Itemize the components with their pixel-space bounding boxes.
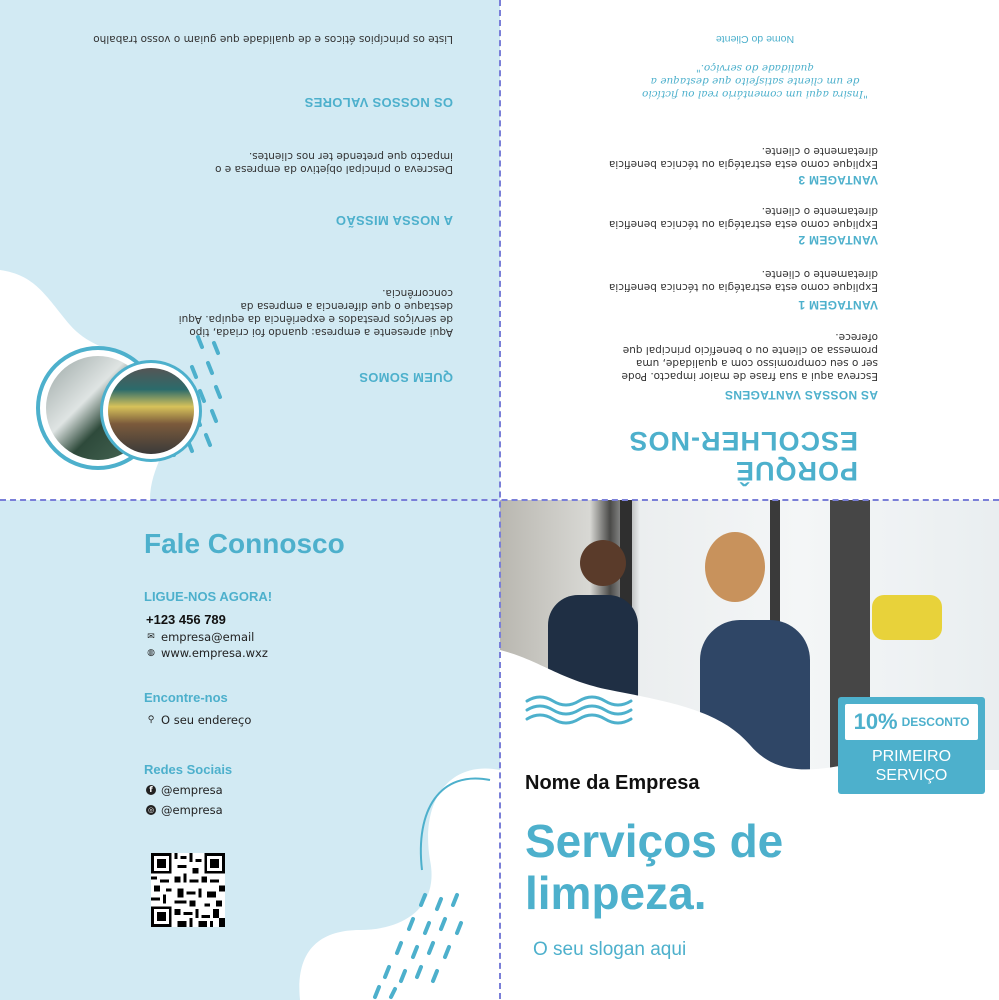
email-text: empresa@email xyxy=(161,630,255,644)
back-panel-left-content xyxy=(0,0,500,500)
advantages-intro-wrap xyxy=(606,330,878,382)
back-panel-right xyxy=(500,0,999,500)
testimonial-text: "Insira aqui um comentário real ou fictício de um cliente satisfeito que destaque a qualidade do serviço." xyxy=(642,62,868,100)
advantage-3-body-wrap xyxy=(598,144,878,170)
back-panel-left xyxy=(0,0,500,500)
discount-service xyxy=(838,747,985,785)
location-pin-icon: ⚲ xyxy=(147,715,155,725)
mail-icon: ✉ xyxy=(147,632,155,642)
advantage-2-title: VANTAGEM 2 xyxy=(798,233,878,247)
advantage-3-body: Explique como esta estratégia ou técnica beneficia diretamente o cliente. xyxy=(608,145,878,170)
instagram-text: @empresa xyxy=(161,803,223,817)
advantage-2-body-wrap xyxy=(598,204,878,230)
website-row xyxy=(146,646,268,660)
instagram-row xyxy=(146,803,223,817)
advantage-1-title-wrap xyxy=(598,298,878,312)
discount-line-1: PRIMEIRO xyxy=(871,748,952,765)
advantage-2-body: Explique como esta estratégia ou técnica beneficia diretamente o cliente. xyxy=(608,205,878,230)
cover-headline: Serviços de limpeza. xyxy=(525,815,784,919)
values-heading: OS NOSSOS VALORES xyxy=(304,95,453,110)
phone-number: +123 456 789 xyxy=(146,612,226,627)
back-panel-right-content xyxy=(500,0,999,500)
values-body: Liste os princípios éticos e de qualidade que guiam o vosso trabalho xyxy=(93,33,453,45)
advantage-2-title-wrap xyxy=(598,233,878,247)
advantage-3-title: VANTAGEM 3 xyxy=(798,173,878,187)
dash-pattern-bottom xyxy=(365,885,495,1000)
advantages-heading-wrap xyxy=(598,388,878,402)
social-heading: Redes Sociais xyxy=(144,762,233,777)
mission-body: Descreva o principal objetivo da empresa e o impacto que pretende ter nos clientes. xyxy=(215,150,453,175)
address-text: O seu endereço xyxy=(161,713,252,727)
mission-heading: A NOSSA MISSÃO xyxy=(335,213,453,228)
testimonial-author: Nome do Cliente xyxy=(715,33,795,45)
advantages-intro: Escreva aqui a sua frase de maior impacto. Pode ser o seu compromisso com a qualidade, uma promessa ao cliente ou o benefício principal que oferece. xyxy=(621,331,878,382)
website-text: www.empresa.wxz xyxy=(161,646,268,660)
advantage-3-title-wrap xyxy=(598,173,878,187)
company-name: Nome da Empresa xyxy=(525,772,700,794)
facebook-row xyxy=(146,783,223,797)
about-heading-wrap xyxy=(43,370,453,385)
about-section xyxy=(173,286,453,338)
discount-badge xyxy=(838,697,985,794)
discount-label: DESCONTO xyxy=(901,715,970,729)
mission-heading-wrap xyxy=(43,213,453,228)
about-heading: QUEM SOMOS xyxy=(358,370,453,385)
advantage-1-body-wrap xyxy=(598,267,878,293)
instagram-icon: ◎ xyxy=(147,806,155,814)
email-row xyxy=(146,630,254,644)
contact-panel xyxy=(0,500,500,1000)
call-heading: LIGUE-NOS AGORA! xyxy=(144,589,273,604)
qr-code-icon xyxy=(151,853,225,927)
cover-slogan: O seu slogan aqui xyxy=(533,939,687,960)
about-body: Aqui apresente a empresa: quando foi criada, tipo de serviços prestados e experiência da equipa. Aqui destaque o que diferencia a empresa da concorrência. xyxy=(178,287,453,338)
facebook-icon: f xyxy=(146,785,156,795)
advantage-1-body: Explique como esta estratégia ou técnica beneficia diretamente o cliente. xyxy=(608,268,878,293)
advantage-1-title: VANTAGEM 1 xyxy=(798,298,878,312)
advantages-heading: AS NOSSAS VANTAGENS xyxy=(724,388,878,402)
contact-title: Fale Connosco xyxy=(144,528,345,559)
values-section xyxy=(43,32,453,45)
discount-percent: 10% xyxy=(853,709,898,734)
find-heading: Encontre-nos xyxy=(144,690,228,705)
discount-line-2: SERVIÇO xyxy=(875,767,948,784)
mission-section xyxy=(173,149,453,175)
facebook-text: @empresa xyxy=(161,783,223,797)
globe-icon: ◍ xyxy=(147,648,155,658)
fold-line-horizontal xyxy=(0,499,999,501)
values-heading-wrap xyxy=(43,95,453,110)
discount-badge-top xyxy=(845,704,978,740)
why-choose-title: PORQUÊ ESCOLHER-NOS xyxy=(628,426,858,486)
wave-icon xyxy=(525,695,635,725)
address-row xyxy=(146,713,251,727)
